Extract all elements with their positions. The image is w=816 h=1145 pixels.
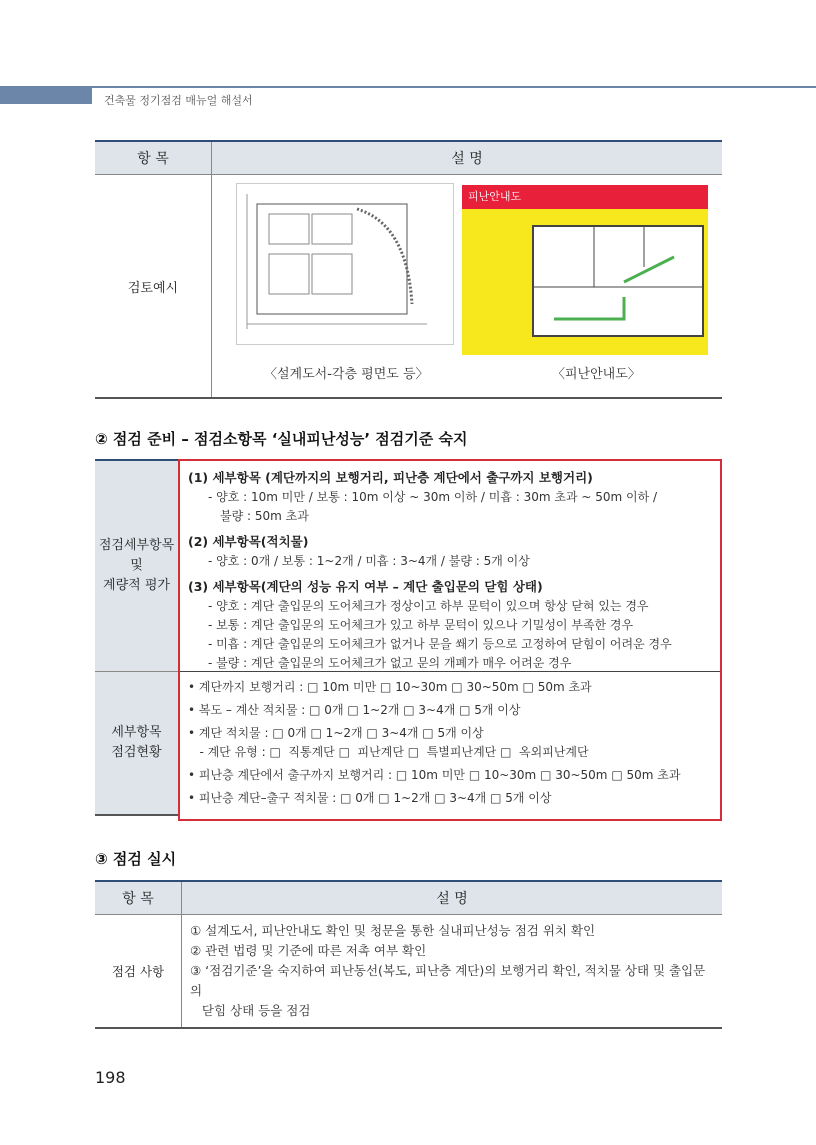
criteria-1-line: - 양호 : 10m 미만 / 보통 : 10m 이상 ~ 30m 이하 / 미흡 : 30m 초과 ~ 50m 이하 /: [208, 490, 658, 504]
status-item: • 피난층 계단–출구 적치물 : □ 0개 □ 1~2개 □ 3~4개 □ 5개 이상: [188, 791, 552, 805]
status-item: • 계단 적치물 : □ 0개 □ 1~2개 □ 3~4개 □ 5개 이상: [188, 726, 484, 740]
criteria-1-line: 불량 : 50m 초과: [220, 509, 309, 523]
evac-sign-title: 피난안내도: [462, 185, 708, 209]
step-item: 닫힘 상태 등을 점검: [190, 1003, 311, 1018]
caption-floor-plan: 〈설계도서-각층 평면도 등〉: [264, 367, 429, 382]
status-item: • 복도 – 계산 적치물 : □ 0개 □ 1~2개 □ 3~4개 □ 5개 이상: [188, 703, 521, 717]
page-number: 198: [95, 1068, 126, 1087]
status-item: • 피난층 계단에서 출구까지 보행거리 : □ 10m 미만 □ 10~30m □ 30~50m □ 50m 초과: [188, 768, 681, 782]
section-2-title: ② 점검 준비 – 점검소항목 ‘실내피난성능’ 점검기준 숙지: [95, 430, 468, 448]
status-item: - 계단 유형 : □ 직통계단 □ 피난계단 □ 특별피난계단 □ 옥외피난계단: [188, 745, 589, 759]
label-criteria: 점검세부항목 및 계량적 평가: [95, 459, 178, 672]
procedure-table: [95, 880, 722, 1029]
criteria-3-line: - 미흡 : 계단 출입문의 도어체크가 없거나 문을 쐐기 등으로 고정하여 닫힘이 어려운 경우: [208, 637, 672, 651]
header-accent-block: [0, 86, 92, 104]
procedure-steps: [182, 915, 723, 1029]
example-figures: [212, 175, 723, 399]
row-label-example: 검토예시: [95, 175, 212, 399]
criteria-list: [180, 461, 720, 672]
step-item: ② 관련 법령 및 기준에 따른 저촉 여부 확인: [190, 943, 427, 958]
criteria-1-head: (1) 세부항목 (계단까지의 보행거리, 피난층 계단에서 출구까지 보행거리): [188, 470, 593, 485]
criteria-3-head: (3) 세부항목(계단의 성능 유지 여부 – 계단 출입문의 닫힘 상태): [188, 579, 543, 594]
col-header-desc: 설 명: [182, 881, 723, 915]
criteria-3-line: - 보통 : 계단 출입문의 도어체크가 있고 하부 문턱이 있으나 기밀성이 부족한 경우: [208, 618, 634, 632]
section-3-title: ③ 점검 실시: [95, 850, 177, 868]
status-list: [180, 672, 720, 819]
example-table: [95, 140, 722, 399]
running-head: 건축물 정기점검 매뉴얼 해설서: [104, 94, 253, 107]
caption-evac-sign: 〈피난안내도〉: [552, 367, 641, 382]
col-header-item: 항 목: [95, 141, 212, 175]
header-rule: [92, 86, 816, 88]
step-item: ① 설계도서, 피난안내도 확인 및 청문을 통한 실내피난성능 점검 위치 확인: [190, 923, 596, 938]
criteria-3-line: - 양호 : 계단 출입문의 도어체크가 정상이고 하부 문턱이 있으며 항상 닫혀 있는 경우: [208, 599, 649, 613]
criteria-2-line: - 양호 : 0개 / 보통 : 1~2개 / 미흡 : 3~4개 / 불량 : 5개 이상: [208, 554, 530, 568]
status-item: • 계단까지 보행거리 : □ 10m 미만 □ 10~30m □ 30~50m □ 50m 초과: [188, 680, 592, 694]
evac-sign-map: [532, 225, 704, 337]
evacuation-sign-image: [462, 185, 708, 355]
criteria-box: [178, 459, 722, 821]
criteria-3-line: - 불량 : 계단 출입문의 도어체크가 없고 문의 개폐가 매우 어려운 경우: [208, 656, 572, 670]
row-label-check: 점검 사항: [95, 915, 182, 1029]
col-header-item: 항 목: [95, 881, 182, 915]
floor-plan-image: [236, 183, 454, 345]
col-header-desc: 설 명: [212, 141, 723, 175]
step-item: ③ ‘점검기준’을 숙지하여 피난동선(복도, 피난층 계단)의 보행거리 확인, 적치물 상태 및 출입문의: [190, 963, 706, 998]
label-status: 세부항목 점검현황: [95, 672, 178, 816]
criteria-2-head: (2) 세부항목(적치물): [188, 534, 309, 549]
